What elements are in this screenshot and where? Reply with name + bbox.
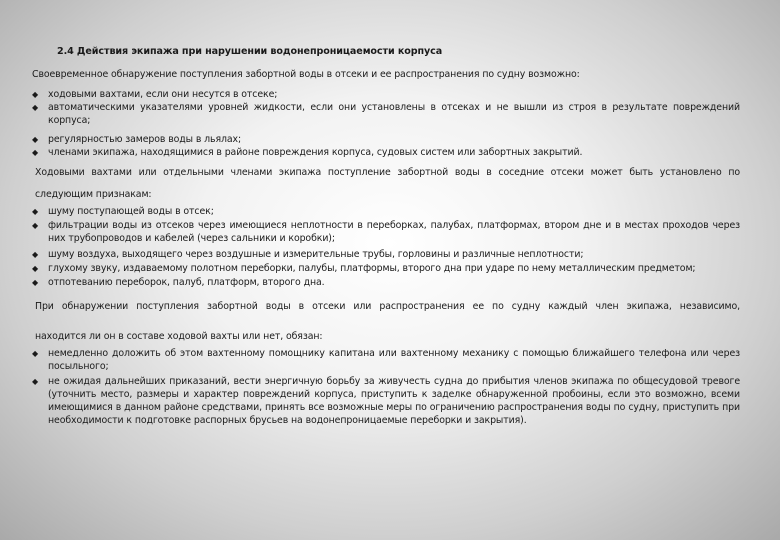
list-item: глухому звуку, издаваемому полотном переборки, палубы, платформы, второго дна при ударе по нему металлическим предметом;	[48, 263, 696, 274]
bullet-icon: ◆	[32, 135, 39, 144]
paragraph-duties-line2: находится ли он в составе ходовой вахты или нет, обязан:	[35, 331, 323, 342]
list-item: шуму поступающей воды в отсек;	[48, 206, 214, 217]
list-item: фильтрации воды из отсеков через имеющиеся неплотности в переборках, палубах, платформах, втором дне и в местах проходов через них трубопроводов и кабелей (через сальники и коробки);	[48, 220, 740, 244]
bullet-icon: ◆	[32, 377, 39, 386]
list-item: шуму воздуха, выходящего через воздушные и измерительные трубы, горловины и различные неплотности;	[48, 249, 584, 260]
list-item: не ожидая дальнейших приказаний, вести энергичную борьбу за живучесть судна до прибытия членов экипажа по общесудовой тревоге (уточнить место, размеры и характер повреждений корпуса, приступить к заделке обнаруженной пробоины, если это возможно, всеми имеющимися в данном районе средствами, принять все возможные меры по ограничению распространения воды по судну, приступить при необходимости к подготовке распорных брусьев на водонепроницаемые переборки и закрытия).	[48, 376, 740, 426]
list-item: автоматическими указателями уровней жидкости, если они установлены в отсеках и не вышли из строя в результате повреждений корпуса;	[48, 102, 740, 126]
paragraph-signs-line1: Ходовыми вахтами или отдельными членами экипажа поступление забортной воды в соседние отсеки может быть установлено по	[35, 167, 740, 178]
list-item: ходовыми вахтами, если они несутся в отсеке;	[48, 89, 278, 100]
bullet-icon: ◆	[32, 90, 39, 99]
list-item: членами экипажа, находящимися в районе повреждения корпуса, судовых систем или забортных закрытий.	[48, 147, 583, 158]
intro-text: Своевременное обнаружение поступления забортной воды в отсеки и ее распространения по судну возможно:	[32, 69, 580, 80]
paragraph-signs-line2: следующим признакам:	[35, 189, 152, 200]
paragraph-duties-line1: При обнаружении поступления забортной воды в отсеки или распространения ее по судну каждый член экипажа, независимо,	[35, 301, 740, 312]
list-item: немедленно доложить об этом вахтенному помощнику капитана или вахтенному механику с помощью ближайшего телефона или через посыльного;	[48, 348, 740, 372]
bullet-icon: ◆	[32, 207, 39, 216]
list-item: регулярностью замеров воды в льялах;	[48, 134, 242, 145]
bullet-icon: ◆	[32, 278, 39, 287]
section-heading: 2.4 Действия экипажа при нарушении водонепроницаемости корпуса	[57, 46, 443, 57]
bullet-icon: ◆	[32, 221, 39, 230]
list-item: отпотеванию переборок, палуб, платформ, второго дна.	[48, 277, 325, 288]
bullet-icon: ◆	[32, 103, 39, 112]
bullet-icon: ◆	[32, 349, 39, 358]
bullet-icon: ◆	[32, 264, 39, 273]
bullet-icon: ◆	[32, 250, 39, 259]
bullet-icon: ◆	[32, 148, 39, 157]
